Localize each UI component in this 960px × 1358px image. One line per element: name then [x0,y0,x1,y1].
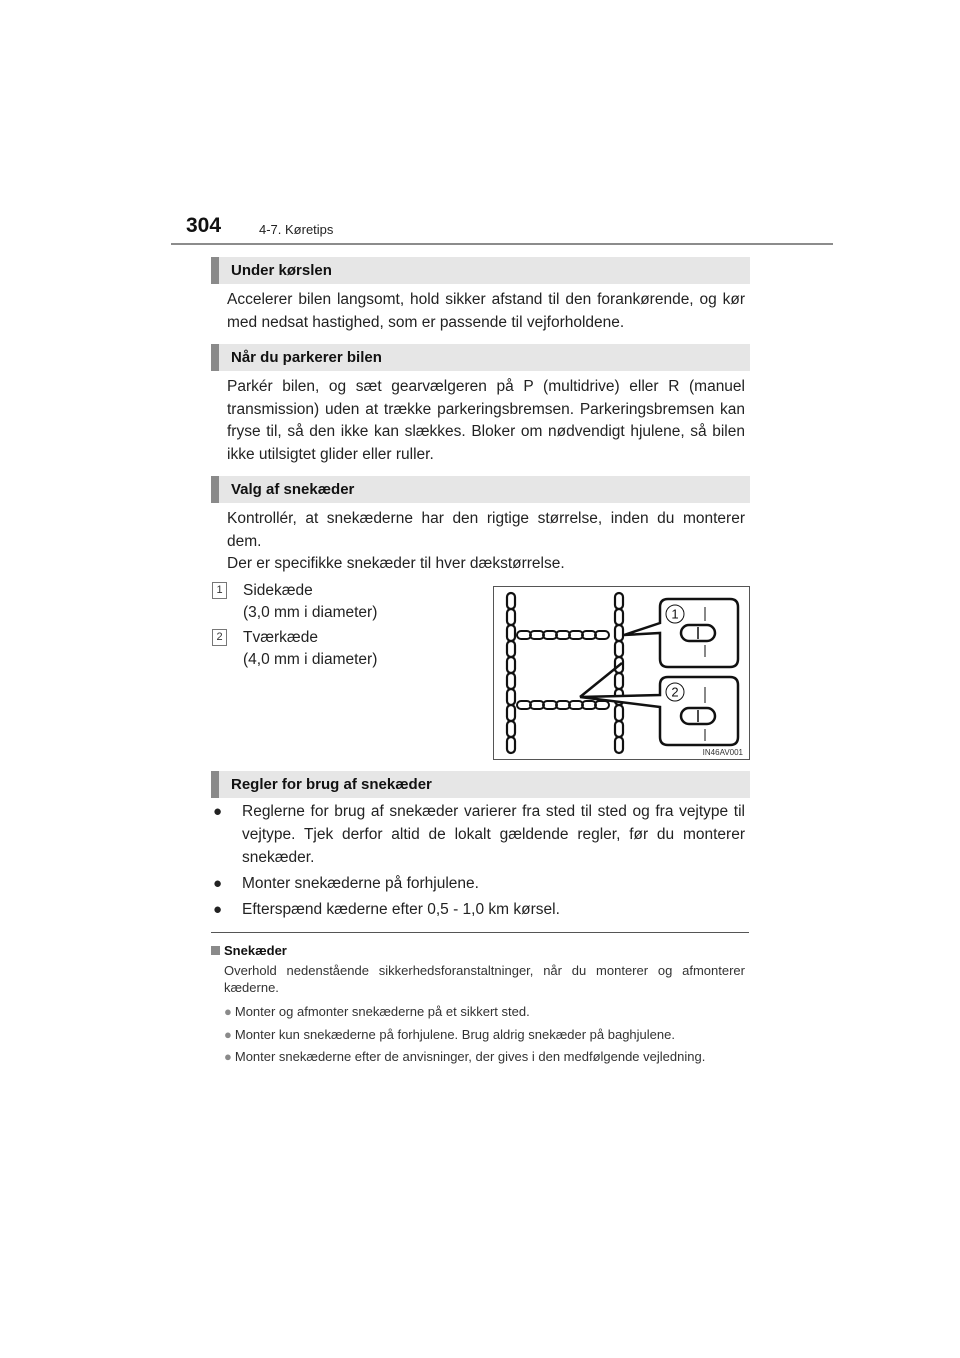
note-item [224,1026,745,1043]
callout-number: 2 [212,629,227,646]
note-title [211,943,287,958]
chain-selection-paragraph-2: Der er specifikke snekæder til hver dækstørrelse. [227,555,565,572]
note-item-text: Monter kun snekæderne på forhjulene. Brug aldrig snekæder på baghjulene. [234,1027,675,1042]
callout-title: Sidekæde [243,582,313,599]
driving-text [227,289,745,334]
chain-rules-list [211,800,745,924]
parking-paragraph: Parkér bilen, og sæt gearvælgeren på P (multidrive) eller R (manuel transmission) uden at trække parkeringsbremsen. Parkeringsbremsen kan fryse til, så den ikke kan slækkes. Bloker om nødvendigt hjulene, så bilen ikke utilsigtet glider eller ruller. [227,378,745,463]
note-item [224,1003,745,1020]
header-rule [171,243,833,245]
heading-chain-selection: Valg af snekæder [211,476,750,503]
list-item-text: Monter snekæderne på forhjulene. [242,875,479,892]
cross-chain-upper [517,631,609,639]
figure-label-2: 2 [671,684,679,700]
note-item [224,1048,745,1065]
heading-parking: Når du parkerer bilen [211,344,750,371]
list-item-text: Efterspænd kæderne efter 0,5 - 1,0 km kørsel. [242,901,560,918]
bullet-icon: ● [224,1027,232,1042]
callout-number: 1 [212,582,227,599]
bullet-icon: ● [224,1049,232,1064]
list-item [211,872,745,895]
cross-chain-lower [517,701,609,709]
chain-selection-text [227,508,745,576]
note-title-text: Snekæder [224,943,287,958]
list-item [211,800,745,869]
callout-detail: (3,0 mm i diameter) [243,604,378,621]
chain-selection-paragraph-1: Kontrollér, at snekæderne har den rigtige størrelse, inden du monterer dem. [227,510,745,550]
figure-code: IN46AV001 [702,748,743,757]
parking-text [227,376,745,466]
note-divider [211,932,749,933]
heading-chain-rules: Regler for brug af snekæder [211,771,750,798]
bullet-icon: ● [224,1004,232,1019]
figure-label-1: 1 [671,606,679,622]
note-item-text: Monter snekæderne efter de anvisninger, der gives i den medfølgende vejledning. [234,1049,706,1064]
square-bullet-icon [211,946,220,955]
driving-paragraph: Accelerer bilen langsomt, hold sikker afstand til den forankørende, og kør med nedsat hastighed, som er passende til vejforholdene. [227,291,745,331]
note-item-text: Monter og afmonter snekæderne på et sikkert sted. [234,1004,530,1019]
list-item [211,898,745,921]
note-intro: Overhold nedenstående sikkerhedsforanstaltninger, når du monterer og afmonterer kæderne. [224,963,745,995]
bullet-icon: ● [213,875,223,892]
callout-title: Tværkæde [243,629,318,646]
callout-label [243,627,377,671]
section-reference: 4-7. Køretips [259,222,334,237]
list-item-text: Reglerne for brug af snekæder varierer fra sted til sted og fra vejtype til vejtype. Tjek derfor altid de lokalt gældende regler, før du monterer snekæder. [242,803,745,866]
callout-label [243,580,377,624]
snow-chain-illustration [494,587,749,759]
bullet-icon: ● [213,803,223,820]
bullet-icon: ● [213,901,223,918]
page-number: 304 [186,214,222,237]
callout-detail: (4,0 mm i diameter) [243,651,378,668]
snow-chain-figure [493,586,750,760]
side-chain-right [615,593,623,753]
heading-under-koerslen: Under kørslen [211,257,750,284]
side-chain-left [507,593,515,753]
